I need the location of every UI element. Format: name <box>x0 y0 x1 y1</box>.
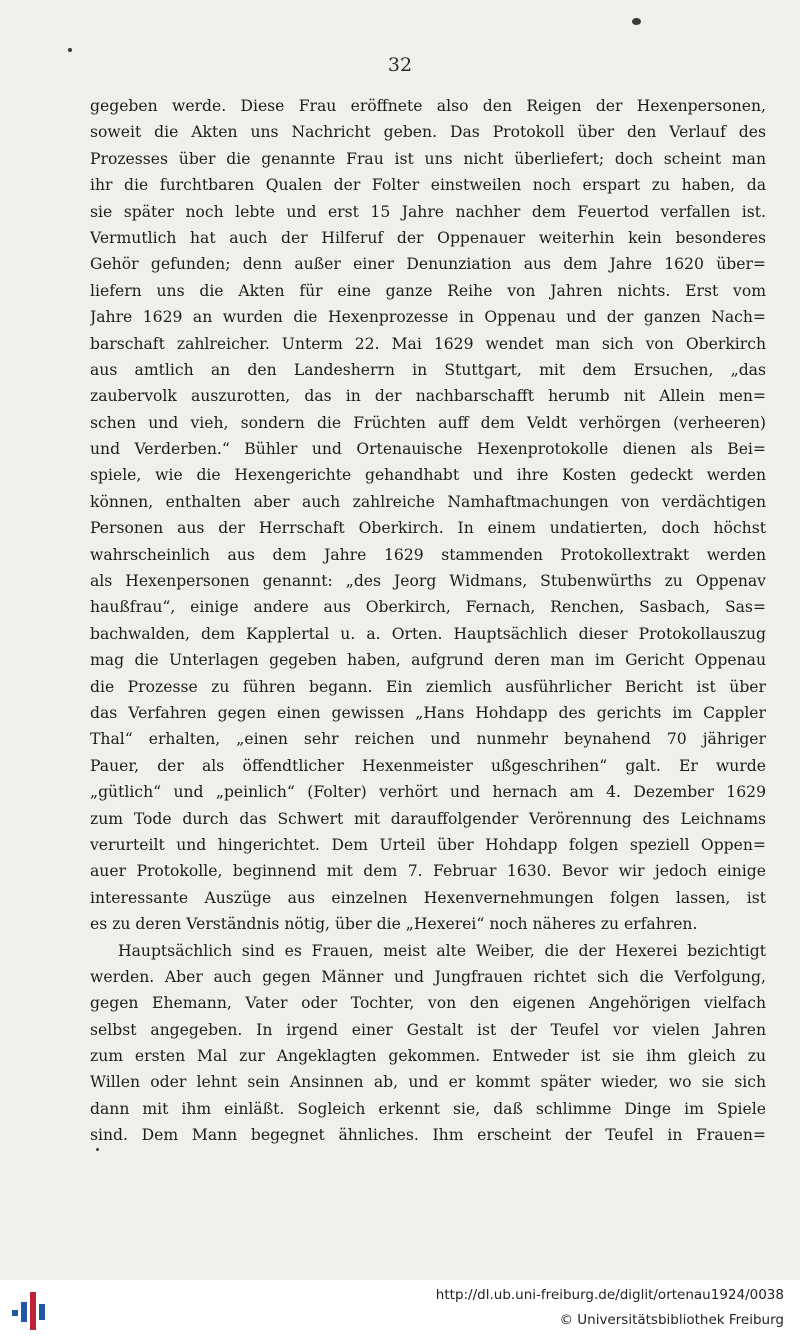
text-line: aus amtlich an den Landesherrn in Stuttgart, mit dem Ersuchen, „das <box>90 360 766 379</box>
text-line: gegen Ehemann, Vater oder Tochter, von den eigenen Angehörigen vielfach <box>90 994 766 1013</box>
text-line: die Prozesse zu führen begann. Ein ziemlich ausführlicher Bericht ist über <box>90 677 766 696</box>
text-line: barschaft zahlreicher. Unterm 22. Mai 1629 wendet man sich von Oberkirch <box>90 334 766 353</box>
text-line: wahrscheinlich aus dem Jahre 1629 stammenden Protokollextrakt werden <box>90 545 766 564</box>
text-line: spiele, wie die Hexengerichte gehandhabt und ihre Kosten gedeckt werden <box>90 466 766 485</box>
footer-bar <box>0 1280 800 1336</box>
ink-speck <box>632 18 641 25</box>
text-line: zaubervolk auszurotten, das in der nachbarschafft herumb nit Allein men= <box>90 387 766 406</box>
text-line: auer Protokolle, beginnend mit dem 7. Februar 1630. Bevor wir jedoch einige <box>90 862 766 881</box>
text-line: dann mit ihm einläßt. Sogleich erkennt sie, daß schlimme Dinge im Spiele <box>90 1099 766 1118</box>
text-line: können, enthalten aber auch zahlreiche Namhaftmachungen von verdächtigen <box>90 492 766 511</box>
text-line: soweit die Akten uns Nachricht geben. Das Protokoll über den Verlauf des <box>90 123 766 142</box>
library-logo-icon <box>12 1288 46 1332</box>
text-line: Hauptsächlich sind es Frauen, meist alte Weiber, die der Hexerei bezichtigt <box>118 941 766 960</box>
text-line: „gütlich“ und „peinlich“ (Folter) verhört und hernach am 4. Dezember 1629 <box>90 783 766 802</box>
text-line: Willen oder lehnt sein Ansinnen ab, und er kommt später wieder, wo sie sich <box>90 1073 766 1092</box>
text-line: liefern uns die Akten für eine ganze Reihe von Jahren nichts. Erst vom <box>90 281 766 300</box>
text-line: sie später noch lebte und erst 15 Jahre nachher dem Feuertod verfallen ist. <box>90 202 766 221</box>
text-line: und Verderben.“ Bühler und Ortenauische Hexenprotokolle dienen als Bei= <box>90 440 766 459</box>
text-line: das Verfahren gegen einen gewissen „Hans Hohdapp des gerichts im Cappler <box>90 703 766 722</box>
text-line: verurteilt und hingerichtet. Dem Urteil über Hohdapp folgen speziell Oppen= <box>90 835 766 854</box>
text-line: selbst angegeben. In irgend einer Gestalt ist der Teufel vor vielen Jahren <box>90 1020 766 1039</box>
text-line: bachwalden, dem Kapplertal u. a. Orten. Hauptsächlich dieser Protokollauszug <box>90 624 766 643</box>
text-line: Gehör gefunden; denn außer einer Denunziation aus dem Jahre 1620 über= <box>90 255 766 274</box>
text-line: Prozesses über die genannte Frau ist uns nicht überliefert; doch scheint man <box>90 149 766 168</box>
text-line: interessante Auszüge aus einzelnen Hexenvernehmungen folgen lassen, ist <box>90 888 766 907</box>
text-line: haußfrau“, einige andere aus Oberkirch, Fernach, Renchen, Sasbach, Sas= <box>90 598 766 617</box>
text-line: schen und vieh, sondern die Früchten auff dem Veldt verhörgen (verheeren) <box>90 413 766 432</box>
text-line: Pauer, der als öffendtlicher Hexenmeister ußgeschrihen“ galt. Er wurde <box>90 756 766 775</box>
body-text <box>90 93 766 1149</box>
text-line: werden. Aber auch gegen Männer und Jungfrauen richtet sich die Verfolgung, <box>90 967 766 986</box>
text-line: zum ersten Mal zur Angeklagten gekommen. Entweder ist sie ihm gleich zu <box>90 1047 766 1066</box>
text-line: gegeben werde. Diese Frau eröffnete also den Reigen der Hexenpersonen, <box>90 97 766 115</box>
source-url-link[interactable]: http://dl.ub.uni-freiburg.de/diglit/ortenau1924/0038 <box>435 1287 784 1303</box>
text-line: sind. Dem Mann begegnet ähnliches. Ihm erscheint der Teufel in Frauen= <box>90 1126 766 1145</box>
text-line: Thal“ erhalten, „einen sehr reichen und nunmehr beynahend 70 jähriger <box>90 730 766 749</box>
text-line: zum Tode durch das Schwert mit darauffolgender Verörennung des Leichnams <box>90 809 766 828</box>
text-line: als Hexenpersonen genannt: „des Jeorg Widmans, Stubenwürths zu Oppenav <box>90 572 766 591</box>
text-line: mag die Unterlagen gegeben haben, aufgrund deren man im Gericht Oppenau <box>90 651 766 670</box>
text-line: Jahre 1629 an wurden die Hexenprozesse in Oppenau und der ganzen Nach= <box>90 308 766 327</box>
text-line: es zu deren Verständnis nötig, über die „Hexerei“ noch näheres zu erfahren. <box>90 915 698 934</box>
text-line: ihr die furchtbaren Qualen der Folter einstweilen noch erspart zu haben, da <box>90 176 766 195</box>
text-line: Personen aus der Herrschaft Oberkirch. In einem undatierten, doch höchst <box>90 519 766 538</box>
text-line: Vermutlich hat auch der Hilferuf der Oppenauer weiterhin kein besonderes <box>90 228 766 247</box>
page-number: 32 <box>387 54 413 76</box>
ink-speck <box>68 48 72 52</box>
copyright-notice: © Universitätsbibliothek Freiburg <box>559 1312 784 1328</box>
